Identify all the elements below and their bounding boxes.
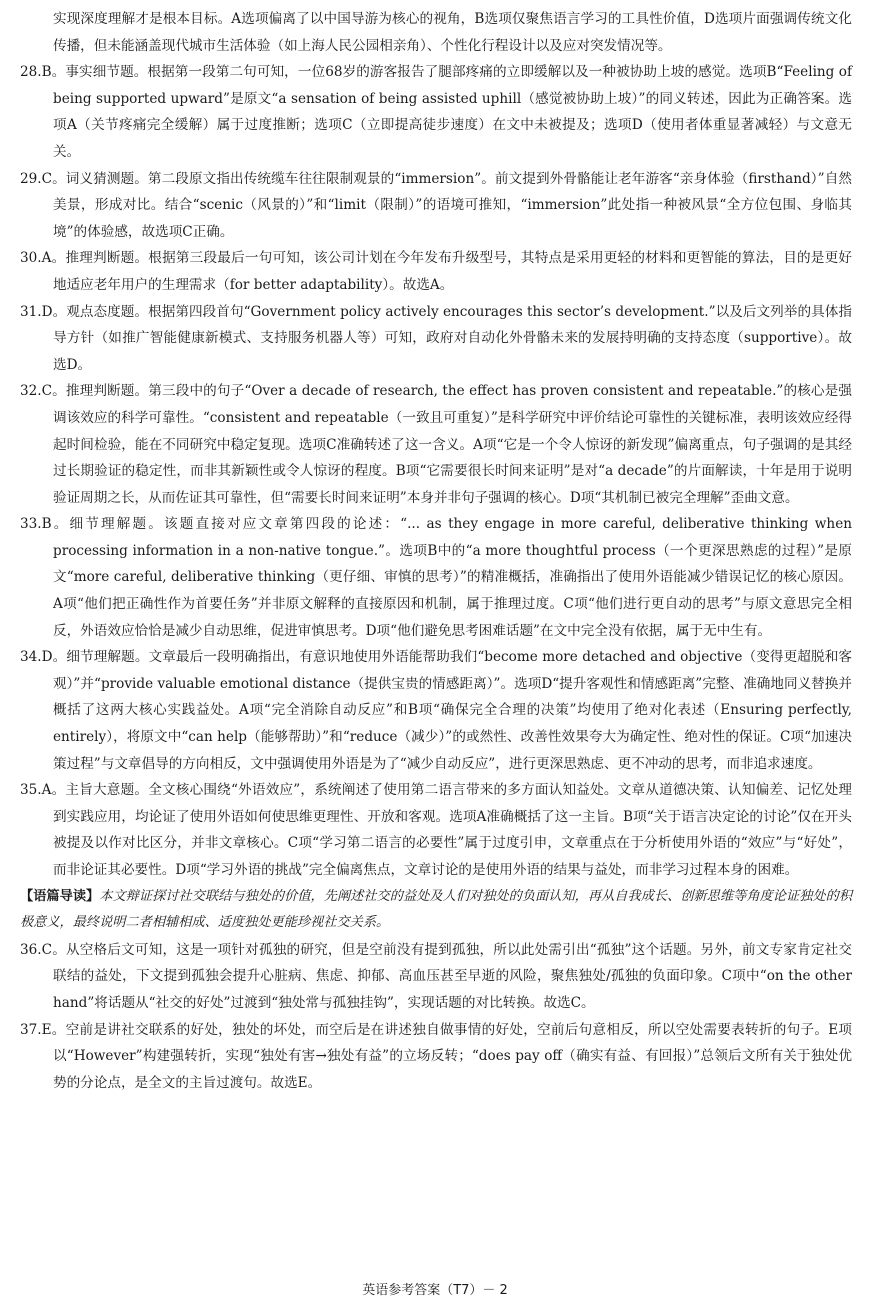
- answer-33: 33.B。细节理解题。该题直接对应文章第四段的论述：“... as they engage in more careful, deliberative thinking when processing information in a non-native tongue.”。选项B中的“a more thoughtful process（一个更深思熟虑的过程）”是原文“more careful, deliberative thinking（更仔细、审慎的思考）”的精准概括，准确指出了使用外语能减少错误记忆的核心原因。A项“他们把正确性作为首要任务”并非原文解释的直接原因和机制，属于推理过度。C项“他们进行更自动的思考”与原文意思完全相反，外语效应恰恰是减少自动思维，促进审慎思考。D项“他们避免思考困难话题”在文中完全没有依据，属于无中生有。: [20, 516, 852, 639]
- answer-36: 36.C。从空格后文可知，这是一项针对孤独的研究，但是空前没有提到孤独，所以此处需引出“孤独”这个话题。另外，前文专家肯定社交联结的益处，下文提到孤独会提升心脏病、焦虑、抑郁、高血压甚至早逝的风险，聚焦独处/孤独的负面印象。C项中“on the other hand”将话题从“社交的好处”过渡到“独处常与孤独挂钩”，实现话题的对比转换。故选C。: [20, 941, 852, 1011]
- passage-guide-tag: 【语篇导读】: [20, 888, 100, 904]
- intro-continuation: 实现深度理解才是根本目标。A选项偏离了以中国导游为核心的视角，B选项仅聚焦语言学习的工具性价值，D选项片面强调传统文化传播，但未能涵盖现代城市生活体验（如上海人民公园相亲角）、个性化行程设计以及应对突发情况等。: [53, 11, 852, 54]
- answer-28: 28.B。事实细节题。根据第一段第二句可知，一位68岁的游客报告了腿部疼痛的立即缓解以及一种被协助上坡的感觉。选项B“Feeling of being supported upward”是原文“a sensation of being assisted uphill（感觉被协助上坡）”的同义转述，因此为正确答案。选项A（关节疼痛完全缓解）属于过度推断；选项C（立即提高徒步速度）在文中未被提及；选项D（使用者体重显著减轻）与文意无关。: [20, 64, 852, 160]
- page-footer: 英语参考答案（T7）－ 2: [362, 1283, 508, 1298]
- answer-34: 34.D。细节理解题。文章最后一段明确指出，有意识地使用外语能帮助我们“become more detached and objective（变得更超脱和客观）”并“provide valuable emotional distance（提供宝贵的情感距离）”。选项D“提升客观性和情感距离”完整、准确地同义替换并概括了这两大核心实践益处。A项“完全消除自动反应”和B项“确保完全合理的决策”均使用了绝对化表述（Ensuring perfectly, entirely），将原文中“can help（能够帮助）”和“reduce（减少）”的或然性、改善性效果夸大为确定性、绝对性的保证。C项“加速决策过程”与文章倡导的方向相反，文中强调使用外语是为了“减少自动反应”，进行更深思熟虑、更不冲动的思考，而非追求速度。: [20, 649, 852, 772]
- answer-page: [20, 6, 852, 1096]
- passage-guide: [20, 884, 852, 937]
- answer-35: 35.A。主旨大意题。全文核心围绕“外语效应”，系统阐述了使用第二语言带来的多方面认知益处。文章从道德决策、认知偏差、记忆处理到实践应用，均论证了使用外语如何使思维更理性、开放和客观。选项A准确概括了这一主旨。B项“关于语言决定论的讨论”仅在开头被提及以作对比区分，并非文章核心。C项“学习第二语言的必要性”属于过度引申，文章重点在于分析使用外语的“效应”与“好处”，而非论证其必要性。D项“学习外语的挑战”完全偏离焦点，文章讨论的是使用外语的结果与益处，而非学习过程本身的困难。: [20, 782, 852, 878]
- answer-32: 32.C。推理判断题。第三段中的句子“Over a decade of research, the effect has proven consistent and repeatable.”的核心是强调该效应的科学可靠性。“consistent and repeatable（一致且可重复）”是科学研究中评价结论可靠性的关键标准，表明该效应经得起时间检验，能在不同研究中稳定复现。选项C准确转述了这一含义。A项“它是一个令人惊讶的新发现”偏离重点，句子强调的是其经过长期验证的稳定性，而非其新颖性或令人惊讶的程度。B项“它需要很长时间来证明”是对“a decade”的片面解读，十年是用于说明验证周期之长，从而佐证其可靠性，但“需要长时间来证明”本身并非句子强调的核心。D项“其机制已被完全理解”歪曲文意。: [20, 383, 852, 506]
- answer-29: 29.C。词义猜测题。第二段原文指出传统缆车往往限制观景的“immersion”。前文提到外骨骼能让老年游客“亲身体验（firsthand）”自然美景，形成对比。结合“scenic（风景的）”和“limit（限制）”的语境可推知，“immersion”此处指一种被风景“全方位包围、身临其境”的体验感，故选项C正确。: [20, 170, 852, 240]
- passage-guide-text: 本文辩证探讨社交联结与独处的价值，先阐述社交的益处及人们对独处的负面认知，再从自我成长、创新思维等角度论证独处的积极意义，最终说明二者相辅相成、适度独处更能珍视社交关系。: [20, 888, 853, 931]
- answer-31: 31.D。观点态度题。根据第四段首句“Government policy actively encourages this sector’s development.”以及后文列举的具体指导方针（如推广智能健康新模式、支持服务机器人等）可知，政府对自动化外骨骼未来的发展持明确的支持态度（supportive）。故选D。: [20, 303, 852, 373]
- answer-37: 37.E。空前是讲社交联系的好处，独处的坏处，而空后是在讲述独自做事情的好处，空前后句意相反，所以空处需要表转折的句子。E项以“However”构建强转折，实现“独处有害→独处有益”的立场反转；“does pay off（确实有益、有回报）”总领后文所有关于独处优势的分论点，是全文的主旨过渡句。故选E。: [20, 1021, 852, 1091]
- answer-30: 30.A。推理判断题。根据第三段最后一句可知，该公司计划在今年发布升级型号，其特点是采用更轻的材料和更智能的算法，目的是更好地适应老年用户的生理需求（for better adaptability）。故选A。: [20, 250, 852, 293]
